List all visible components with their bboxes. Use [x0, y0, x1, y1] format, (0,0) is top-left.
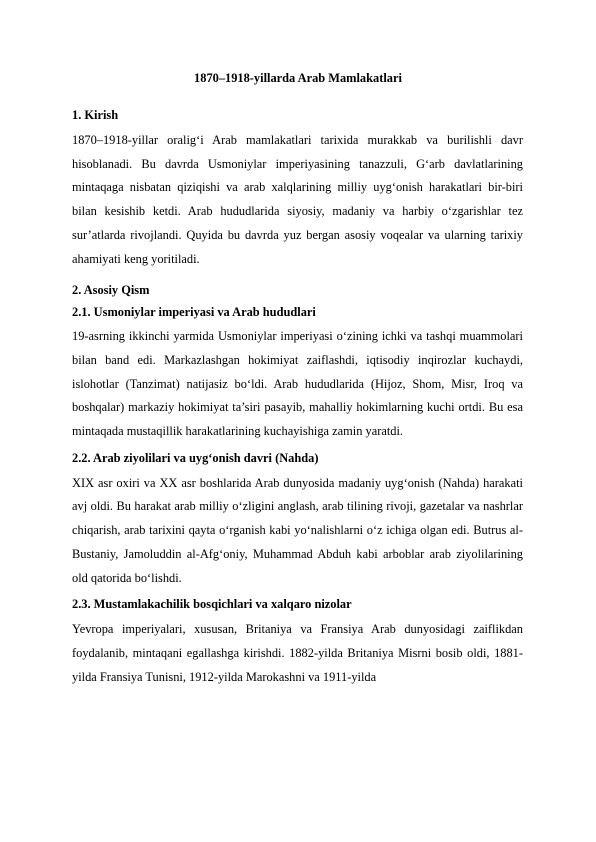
subsection-heading-nahda: 2.2. Arab ziyolilari va uyg‘onish davri (Nahda) [72, 450, 319, 465]
paragraph-kirish: 1870–1918-yillar oralig‘i Arab mamlakatlari tarixida murakkab va burilishli davr hisoblanadi. Bu davrda Usmoniylar imperiyasining tanazzuli, G‘arb davlatlarining mintaqaga nisbatan qiziqishi va arab xalqlarining milliy uyg‘onish harakatlari bir-biri bilan kesishib ketdi. Arab hududlarida siyosiy, madaniy va harbiy o‘zgarishlar tez sur’atlarda rivojlandi. Quyida bu davrda yuz bergan asosiy voqealar va ularning tarixiy ahamiyati keng yoritiladi. [72, 133, 523, 266]
paragraph-usmoniylar: 19-asrning ikkinchi yarmida Usmoniylar imperiyasi o‘zining ichki va tashqi muammolari bilan band edi. Markazlashgan hokimiyat zaiflashdi, iqtisodiy inqirozlar kuchaydi, islohotlar (Tanzimat) natijasiz bo‘ldi. Arab hududlarida (Hijoz, Shom, Misr, Iroq va boshqalar) markaziy hokimiyat ta’siri pasayib, mahalliy hokimlarning kuchi ortdi. Bu esa mintaqada mustaqillik harakatlarining kuchayishiga zamin yaratdi. [72, 329, 523, 439]
subsection-heading-mustamlaka: 2.3. Mustamlakachilik bosqichlari va xalqaro nizolar [72, 597, 352, 612]
document-title: 1870–1918-yillarda Arab Mamlakatlari [194, 71, 402, 85]
section-heading-asosiy-qism: 2. Asosiy Qism [72, 283, 150, 298]
document-body [72, 107, 523, 689]
paragraph-nahda: XIX asr oxiri va XX asr boshlarida Arab dunyosida madaniy uyg‘onish (Nahda) harakati avj oldi. Bu harakat arab milliy o‘zligini anglash, arab tilining rivoji, gazetalar va nashrlar chiqarish, arab tarixini qayta o‘rganish kabi yo‘nalishlarni o‘z ichiga olgan edi. Butrus al-Bustaniy, Jamoluddin al-Afg‘oniy, Muhammad Abduh kabi arboblar arab ziyolilarining old qatorida bo‘lishdi. [72, 475, 523, 585]
paragraph-mustamlaka: Yevropa imperiyalari, xususan, Britaniya va Fransiya Arab dunyosidagi zaiflikdan foydalanib, mintaqani egallashga kirishdi. 1882-yilda Britaniya Misrni bosib oldi, 1881-yilda Fransiya Tunisni, 1912-yilda Marokashni va 1911-yilda [72, 622, 523, 684]
subsection-heading-usmoniylar: 2.1. Usmoniylar imperiyasi va Arab hududlari [72, 305, 316, 320]
section-heading-kirish: 1. Kirish [72, 108, 119, 122]
